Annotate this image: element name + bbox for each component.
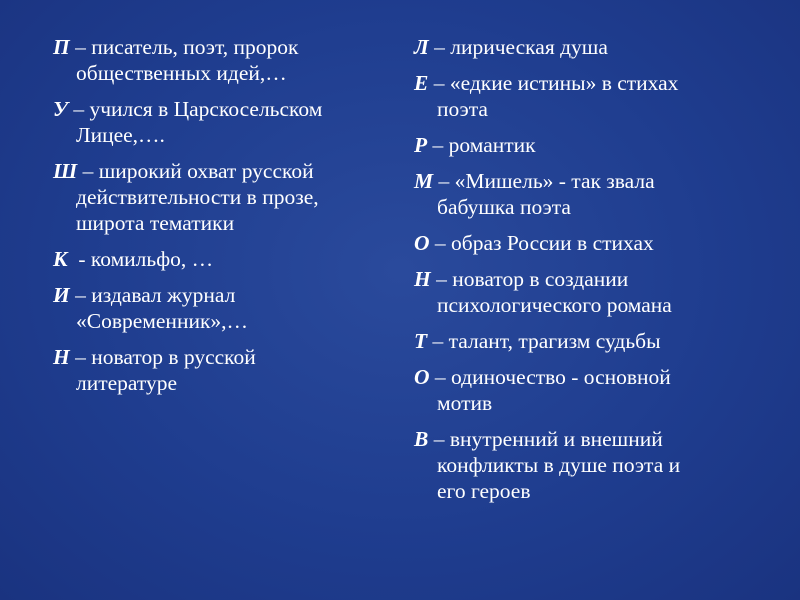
entry-n <box>53 344 388 396</box>
entry-letter: Р <box>414 133 428 157</box>
entry-letter: К <box>53 247 68 271</box>
entry-m <box>414 168 774 220</box>
entry-text: – новатор в создании <box>430 267 629 291</box>
entry-e <box>414 70 774 122</box>
entry-text: литературе <box>76 371 178 395</box>
entry-letter: П <box>53 35 70 59</box>
entry-text: бабушка поэта <box>437 195 571 219</box>
entry-text: «Современник»,… <box>76 309 249 333</box>
entry-letter: Л <box>414 35 429 59</box>
entry-text: – издавал журнал <box>69 283 236 307</box>
left-column <box>53 34 388 406</box>
entry-l <box>414 34 774 60</box>
entry-text: – внутренний и внешний <box>428 427 663 451</box>
entry-letter: Н <box>53 345 70 369</box>
entry-letter: Н <box>414 267 431 291</box>
entry-text: широта тематики <box>76 211 235 235</box>
entry-text: – одиночество - основной <box>429 365 671 389</box>
entry-text: поэта <box>437 97 488 121</box>
entry-v <box>414 426 774 504</box>
entry-text: психологического романа <box>437 293 672 317</box>
entry-text: – романтик <box>427 133 536 157</box>
entry-text: – «едкие истины» в стихах <box>428 71 679 95</box>
entry-o2 <box>414 364 774 416</box>
entry-sh <box>53 158 388 236</box>
entry-text: – талант, трагизм судьбы <box>427 329 661 353</box>
entry-text: – лирическая душа <box>428 35 608 59</box>
right-column <box>414 34 774 514</box>
entry-letter: В <box>414 427 429 451</box>
entry-n2 <box>414 266 774 318</box>
entry-letter: М <box>414 169 434 193</box>
entry-text: его героев <box>437 479 531 503</box>
entry-text: конфликты в душе поэта и <box>437 453 681 477</box>
entry-letter: Т <box>414 329 428 353</box>
entry-text: общественных идей,… <box>76 61 287 85</box>
entry-t <box>414 328 774 354</box>
entry-text: – широкий охват русской <box>77 159 314 183</box>
entry-letter: У <box>53 97 68 121</box>
entry-text: – образ России в стихах <box>429 231 654 255</box>
entry-i <box>53 282 388 334</box>
entry-letter: Е <box>414 71 429 95</box>
entry-text: мотив <box>437 391 493 415</box>
entry-u <box>53 96 388 148</box>
entry-letter: Ш <box>53 159 78 183</box>
entry-letter: О <box>414 365 430 389</box>
entry-text: – учился в Царскосельском <box>67 97 323 121</box>
entry-text: – «Мишель» - так звала <box>433 169 655 193</box>
entry-text: Лицее,…. <box>76 123 165 147</box>
entry-text: действительности в прозе, <box>76 185 319 209</box>
entry-text: – писатель, поэт, пророк <box>69 35 299 59</box>
entry-o1 <box>414 230 774 256</box>
entry-r <box>414 132 774 158</box>
entry-text: - комильфо, … <box>67 247 214 271</box>
entry-letter: О <box>414 231 430 255</box>
entry-letter: И <box>53 283 70 307</box>
entry-k <box>53 246 388 272</box>
entry-p <box>53 34 388 86</box>
entry-text: – новатор в русской <box>69 345 256 369</box>
